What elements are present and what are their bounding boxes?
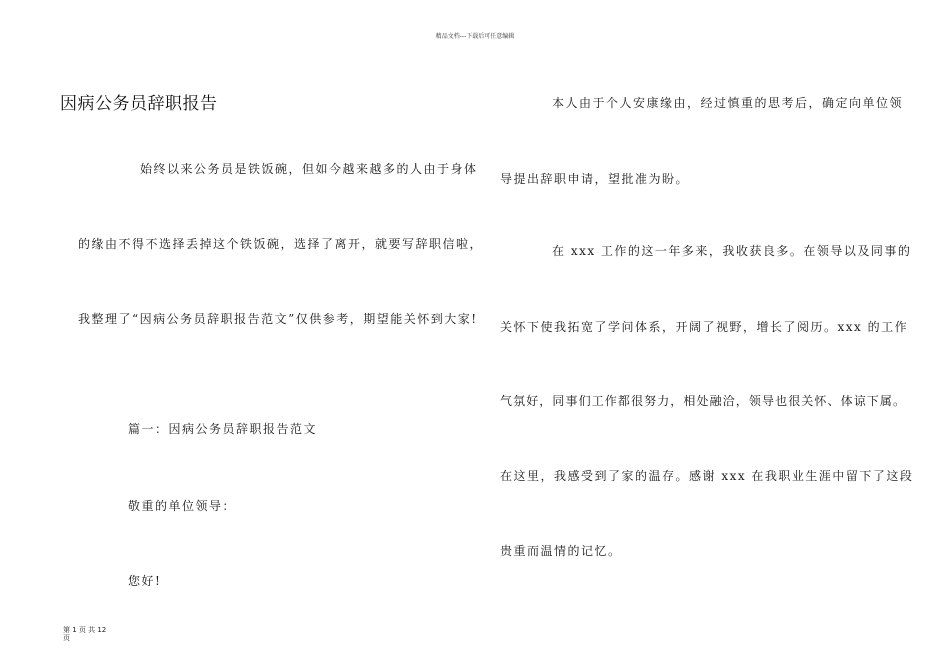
body-line-6: 在这里，我感受到了家的温存。感谢 xxx 在我职业生涯中留下了这段 — [500, 469, 914, 483]
body-line-1: 本人由于个人安康缘由，经过慎重的思考后，确定向单位领 — [552, 96, 904, 110]
body-line-5: 气氛好，同事们工作都很努力，相处融洽，领导也很关怀、体谅下属。 — [500, 394, 907, 408]
salutation: 敬重的单位领导： — [128, 499, 237, 513]
section-heading: 篇一：因病公务员辞职报告范文 — [128, 422, 318, 436]
greeting: 您好! — [128, 574, 162, 588]
page-footer — [63, 626, 106, 642]
page-number-line-2: 页 — [63, 634, 70, 642]
header-note: 精品文档---下载后可任意编辑 — [435, 33, 515, 40]
body-line-3: 在 xxx 工作的这一年多来，我收获良多。在领导以及同事的 — [552, 244, 912, 258]
intro-line-1: 始终以来公务员是铁饭碗，但如今越来越多的人由于身体 — [140, 162, 478, 176]
body-line-7: 贵重而温情的记忆。 — [500, 544, 622, 558]
intro-line-3: 我整理了“因病公务员辞职报告范文”仅供参考，期望能关怀到大家! — [78, 312, 478, 326]
page-number-line-1: 第 1 页 共 12 — [63, 626, 107, 634]
body-line-2: 导提出辞职申请，望批准为盼。 — [500, 172, 690, 186]
document-title: 因病公务员辞职报告 — [60, 94, 218, 114]
intro-line-2: 的缘由不得不选择丢掉这个铁饭碗，选择了离开，就要写辞职信啦， — [78, 237, 484, 251]
body-line-4: 关怀下使我拓宽了学问体系，开阔了视野，增长了阅历。xxx 的工作 — [500, 320, 909, 334]
